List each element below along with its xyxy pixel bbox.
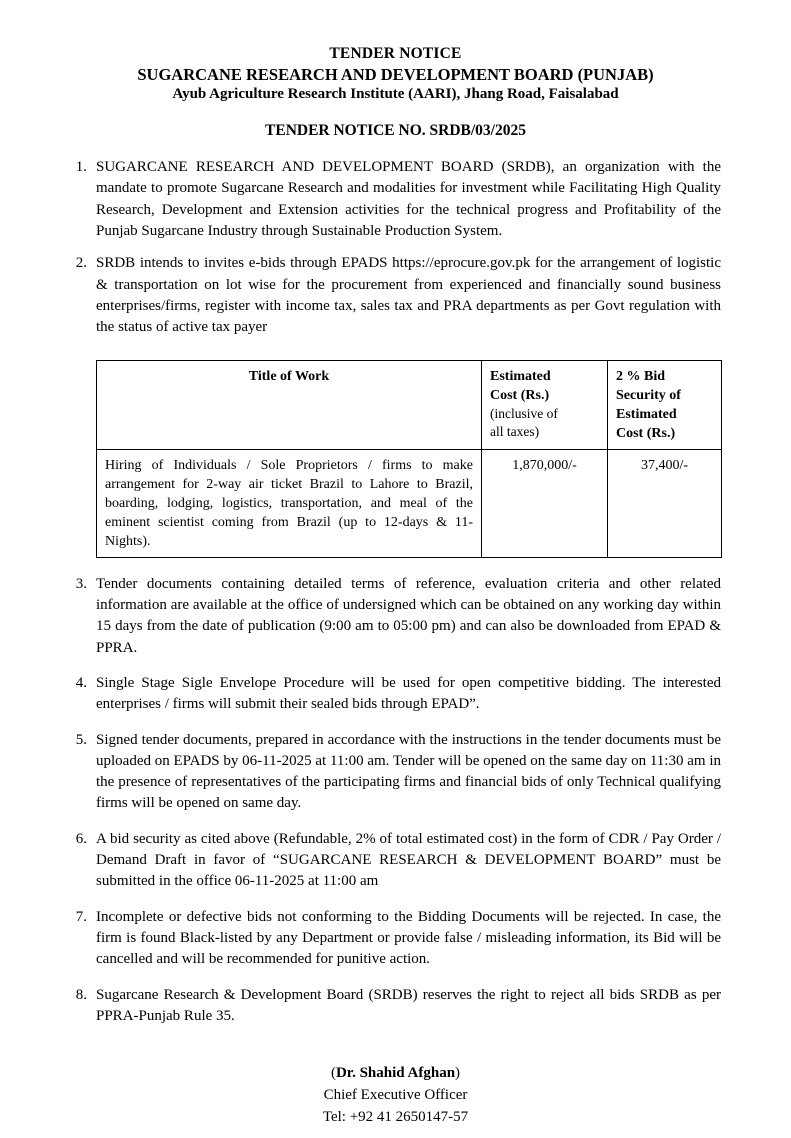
header-title-line-2: SUGARCANE RESEARCH AND DEVELOPMENT BOARD (PUNJAB) [137, 64, 654, 84]
clauses-before-table [70, 157, 721, 338]
clause-text: SRDB intends to invites e-bids through EPADS https://eprocure.gov.pk for the arrangement of logistic & transportation on lot wise for the procurement from experienced and financially sound business enterprises/firms, register with income tax, sales tax and PRA departments as per Govt regulation with the status of active tax payer [96, 255, 721, 336]
clause-item [70, 730, 721, 815]
column-header-title-of-work: Title of Work [97, 360, 482, 449]
clause-item [70, 574, 721, 659]
clause-text: Tender documents containing detailed terms of reference, evaluation criteria and other related information are available at the office of undersigned which can be obtained on any working day within 15 days from the date of publication (9:00 am to 05:00 pm) and can also be downloaded from EPAD & PPRA. [96, 575, 721, 656]
column-header-estimated-cost [482, 360, 608, 449]
column-header-bid-security [608, 360, 722, 449]
paren-close: ) [455, 1065, 461, 1082]
clause-item [70, 157, 721, 242]
bid-security-line-3: Estimated [616, 406, 677, 422]
estimated-cost-line-2: Cost (Rs.) [490, 387, 550, 403]
table-row [97, 449, 722, 557]
work-description-cell: Hiring of Individuals / Sole Proprietors / firms to make arrangement for 2-way air ticket Brazil to Lahore to Brazil, boarding, lodging, logistics, transportation, and meal of the eminent scientist coming from Brazil (up to 12-days & 11-Nights). [97, 449, 482, 557]
signatory-phone: Tel: +92 41 2650147-57 [322, 1108, 469, 1125]
header-title-line-3: Ayub Agriculture Research Institute (AARI), Jhang Road, Faisalabad [172, 85, 619, 102]
bid-security-line-1: 2 % Bid [616, 368, 666, 384]
estimated-cost-line-1: Estimated [490, 368, 551, 384]
clause-number: 3. [75, 575, 87, 592]
clause-text: A bid security as cited above (Refundable, 2% of total estimated cost) in the form of CDR / Pay Order / Demand Draft in favor of “SUGARCANE RESEARCH & DEVELOPMENT BOARD” must be submitted in the office 06-11-2025 at 11:00 am [96, 830, 721, 890]
clause-text: Sugarcane Research & Development Board (SRDB) reserves the right to reject all bids SRDB as per PPRA-Punjab Rule 35. [96, 986, 721, 1024]
clause-number: 5. [75, 731, 87, 748]
clause-item [70, 907, 721, 971]
clause-item [70, 253, 721, 338]
clause-item [70, 829, 721, 893]
bid-security-line-2: Security of [616, 387, 681, 403]
document-header [70, 44, 721, 104]
signatory-designation: Chief Executive Officer [323, 1086, 468, 1103]
clause-item [70, 985, 721, 1028]
bid-security-cell: 37,400/- [608, 449, 722, 557]
paren-open: ( [330, 1065, 336, 1082]
tender-works-table [96, 360, 722, 558]
clause-number: 2. [75, 255, 87, 272]
clause-text: Single Stage Sigle Envelope Procedure will be used for open competitive bidding. The interested enterprises / firms will submit their sealed bids through EPAD”. [96, 674, 721, 713]
signatory-name: Dr. Shahid Afghan [335, 1065, 456, 1082]
signature-block [70, 1063, 721, 1128]
estimated-cost-cell: 1,870,000/- [482, 449, 608, 557]
clause-text: Incomplete or defective bids not conforming to the Bidding Documents will be rejected. In case, the firm is found Black-listed by any Department or provide false / misleading information, its Bid will be cancelled and will be recommended for punitive action. [96, 908, 721, 968]
table-header-row [97, 360, 722, 449]
clause-text: Signed tender documents, prepared in accordance with the instructions in the tender documents must be uploaded on EPADS by 06-11-2025 at 11:00 am. Tender will be opened on the same day on 11:30 am in the presence of representatives of the participating firms and financial bids of only Technical qualifying firms will be opened on same day. [96, 731, 721, 812]
estimated-cost-sub-1: (inclusive of [490, 405, 558, 421]
header-title-line-1: TENDER NOTICE [329, 45, 462, 62]
bid-security-line-4: Cost (Rs.) [616, 425, 676, 441]
clause-number: 6. [75, 830, 87, 847]
clause-text: SUGARCANE RESEARCH AND DEVELOPMENT BOARD (SRDB), an organization with the mandate to promote Sugarcane Research and modalities for investment while Facilitating High Quality Research, Development and Extension activities for the technical progress and Profitability of the Punjab Sugarcane Industry through Sustainable Production System. [96, 159, 721, 240]
tender-notice-number: TENDER NOTICE NO. SRDB/03/2025 [265, 122, 526, 140]
clause-number: 1. [75, 159, 87, 176]
clause-number: 8. [75, 986, 87, 1003]
clause-number: 4. [75, 674, 87, 691]
clause-item [70, 673, 721, 716]
signatory-name-line [70, 1063, 721, 1085]
clauses-after-table [70, 574, 721, 1027]
estimated-cost-sub-2: all taxes) [490, 423, 540, 439]
clause-number: 7. [75, 908, 87, 925]
